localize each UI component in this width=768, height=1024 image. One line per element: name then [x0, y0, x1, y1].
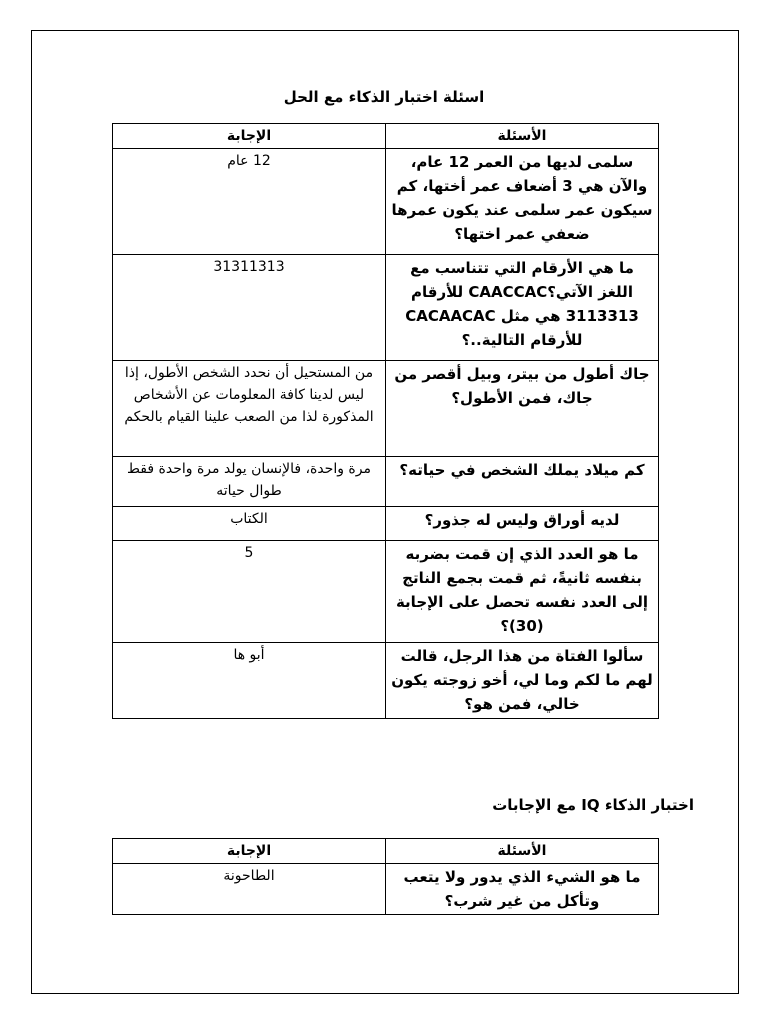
- header-questions: الأسئلة: [386, 839, 659, 864]
- answer-cell: 31311313: [113, 255, 386, 361]
- table-header-row: [113, 839, 659, 864]
- question-cell: ما هي الأرقام التي تتناسب مع اللغز الآتي؟CAACCAC للأرقام 3113313 هي مثل CACAACAC للأرقام التالية..؟: [386, 255, 659, 361]
- question-cell: سلمى لديها من العمر 12 عام، والآن هي 3 أضعاف عمر أختها، كم سيكون عمر سلمى عند يكون عمرها ضعفي عمر اختها؟: [386, 149, 659, 255]
- section-title: اختبار الذكاء IQ مع الإجابات: [492, 796, 694, 814]
- table-row: [113, 361, 659, 457]
- question-cell: كم ميلاد يملك الشخص في حياته؟: [386, 457, 659, 507]
- answer-cell: الطاحونة: [113, 864, 386, 915]
- answer-cell: 12 عام: [113, 149, 386, 255]
- table-header-row: [113, 124, 659, 149]
- qa-table: [112, 123, 659, 719]
- question-cell: لديه أوراق وليس له جذور؟: [386, 507, 659, 541]
- table-row: [113, 457, 659, 507]
- answer-cell: 5: [113, 541, 386, 643]
- answer-cell: مرة واحدة، فالإنسان يولد مرة واحدة فقط طوال حياته: [113, 457, 386, 507]
- question-cell: ما هو العدد الذي إن قمت بضربه بنفسه ثانيةً، ثم قمت بجمع الناتج إلى العدد نفسه تحصل على الإجابة (30)؟: [386, 541, 659, 643]
- header-answers: الإجابة: [113, 124, 386, 149]
- answer-cell: أبو ها: [113, 643, 386, 719]
- qa-table-2: [112, 838, 659, 915]
- table-row: [113, 864, 659, 915]
- table-row: [113, 541, 659, 643]
- header-questions: الأسئلة: [386, 124, 659, 149]
- answer-cell: الكتاب: [113, 507, 386, 541]
- table-row: [113, 255, 659, 361]
- question-cell: سألوا الفتاة من هذا الرجل، قالت لهم ما لكم وما لي، أخو زوجته يكون خالي، فمن هو؟: [386, 643, 659, 719]
- table-row: [113, 507, 659, 541]
- table-row: [113, 149, 659, 255]
- question-cell: جاك أطول من بيتر، وبيل أقصر من جاك، فمن الأطول؟: [386, 361, 659, 457]
- answer-cell: من المستحيل أن نحدد الشخص الأطول، إذا ليس لدينا كافة المعلومات عن الأشخاص المذكورة لذا من الصعب علينا القيام بالحكم: [113, 361, 386, 457]
- table-row: [113, 643, 659, 719]
- page-title: اسئلة اختبار الذكاء مع الحل: [283, 88, 485, 106]
- question-cell: ما هو الشيء الذي يدور ولا يتعب وتأكل من غير شرب؟: [386, 864, 659, 915]
- header-answers: الإجابة: [113, 839, 386, 864]
